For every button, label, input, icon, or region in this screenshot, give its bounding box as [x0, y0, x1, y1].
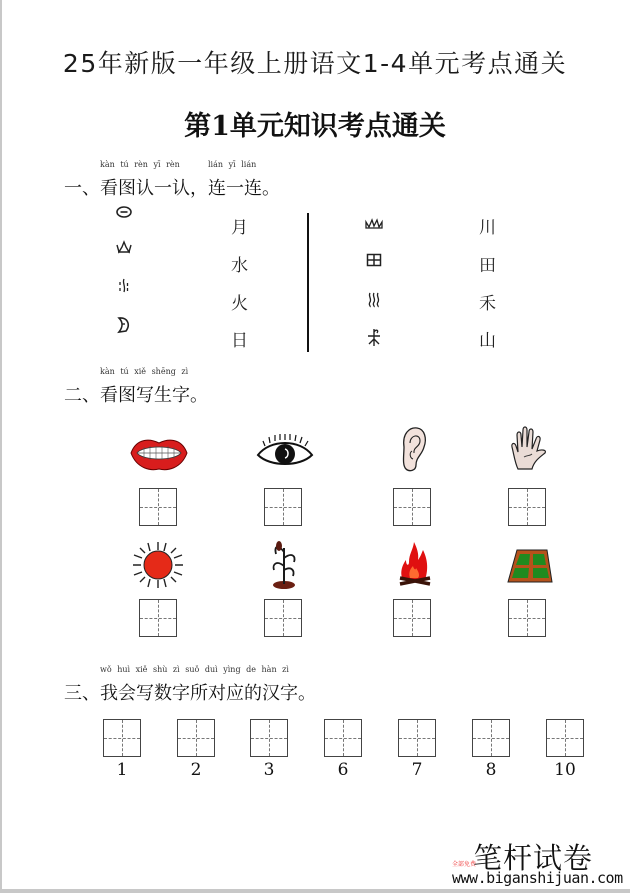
section2-title-wrap — [100, 367, 208, 407]
section1-number: 一、 — [64, 178, 100, 199]
oracle-river-glyph-icon — [363, 289, 385, 311]
section1-title-part1: 看图认一认， — [100, 178, 208, 199]
sun-picture-icon — [130, 540, 186, 590]
eye-picture-icon — [255, 433, 315, 473]
oracle-sun-glyph-icon — [113, 203, 135, 225]
match-char-right-3: 禾 — [479, 294, 496, 314]
number-write-box-2[interactable] — [177, 719, 215, 757]
number-write-box-6[interactable] — [324, 719, 362, 757]
write-box-mouth[interactable] — [139, 488, 177, 526]
match-char-right-4: 山 — [479, 331, 496, 351]
match-char-left-1: 月 — [231, 218, 248, 238]
section3-pinyin: wǒ huì xiě shù zì suǒ duì yìng de hàn zì — [100, 665, 289, 674]
number-write-box-1[interactable] — [103, 719, 141, 757]
section1-title-part2: 连一连。 — [208, 178, 280, 199]
number-label-6: 6 — [337, 760, 349, 780]
oracle-fire-glyph-icon — [113, 238, 135, 260]
write-box-eye[interactable] — [264, 488, 302, 526]
write-box-ear[interactable] — [393, 488, 431, 526]
section1-heading — [64, 160, 280, 200]
match-char-right-2: 田 — [479, 256, 496, 276]
number-label-7: 7 — [411, 760, 423, 780]
number-label-2: 2 — [190, 760, 202, 780]
brand-logo-text: 笔杆试卷 — [473, 841, 594, 875]
number-write-box-8[interactable] — [472, 719, 510, 757]
match-char-left-2: 水 — [231, 256, 248, 276]
section3-number: 三、 — [64, 683, 100, 704]
section2-title: 看图写生字。 — [100, 385, 208, 406]
section1-pinyin-2: lián yī lián — [208, 160, 257, 169]
match-char-left-3: 火 — [231, 294, 248, 314]
fire-picture-icon — [397, 540, 433, 588]
write-box-hand[interactable] — [508, 488, 546, 526]
section1-title-part2-wrap — [208, 160, 280, 200]
section2-pinyin: kàn tú xiě shēng zì — [100, 367, 189, 376]
section3-heading — [64, 665, 316, 705]
write-box-sun[interactable] — [139, 599, 177, 637]
match-char-right-1: 川 — [479, 218, 496, 238]
number-write-box-10[interactable] — [546, 719, 584, 757]
oracle-mountain-glyph-icon — [363, 214, 385, 236]
number-label-1: 1 — [116, 760, 128, 780]
section3-title: 我会写数字所对应的汉字。 — [100, 683, 316, 704]
oracle-moon-glyph-icon — [113, 314, 135, 336]
section1-pinyin-1: kàn tú rèn yī rèn — [100, 160, 180, 169]
oracle-grain-glyph-icon — [363, 326, 385, 348]
unit-title: 第1单元知识考点通关 — [184, 111, 446, 142]
number-label-3: 3 — [263, 760, 275, 780]
section2-number: 二、 — [64, 385, 100, 406]
document-title: 25年新版一年级上册语文1-4单元考点通关 — [62, 49, 568, 78]
match-char-left-4: 日 — [231, 331, 248, 351]
ear-picture-icon — [400, 425, 428, 473]
number-label-10: 10 — [554, 760, 576, 780]
free-tag: 全部免费 — [452, 861, 477, 868]
field-picture-icon — [507, 548, 553, 584]
number-label-8: 8 — [485, 760, 497, 780]
write-box-field[interactable] — [508, 599, 546, 637]
mouth-picture-icon — [129, 433, 189, 473]
section1-title-part1-wrap — [100, 160, 208, 200]
number-write-box-7[interactable] — [398, 719, 436, 757]
brand-url[interactable]: www.biganshijuan.com — [452, 869, 623, 887]
number-write-box-3[interactable] — [250, 719, 288, 757]
write-box-grain[interactable] — [264, 599, 302, 637]
oracle-water-glyph-icon — [113, 276, 135, 298]
page-bottom-border — [0, 889, 630, 893]
hand-picture-icon — [510, 425, 548, 471]
grain-plant-picture-icon — [268, 540, 300, 590]
section2-heading — [64, 367, 208, 407]
oracle-field-glyph-icon — [363, 250, 385, 272]
column-divider — [307, 213, 309, 352]
section3-title-wrap — [100, 665, 316, 705]
write-box-fire[interactable] — [393, 599, 431, 637]
